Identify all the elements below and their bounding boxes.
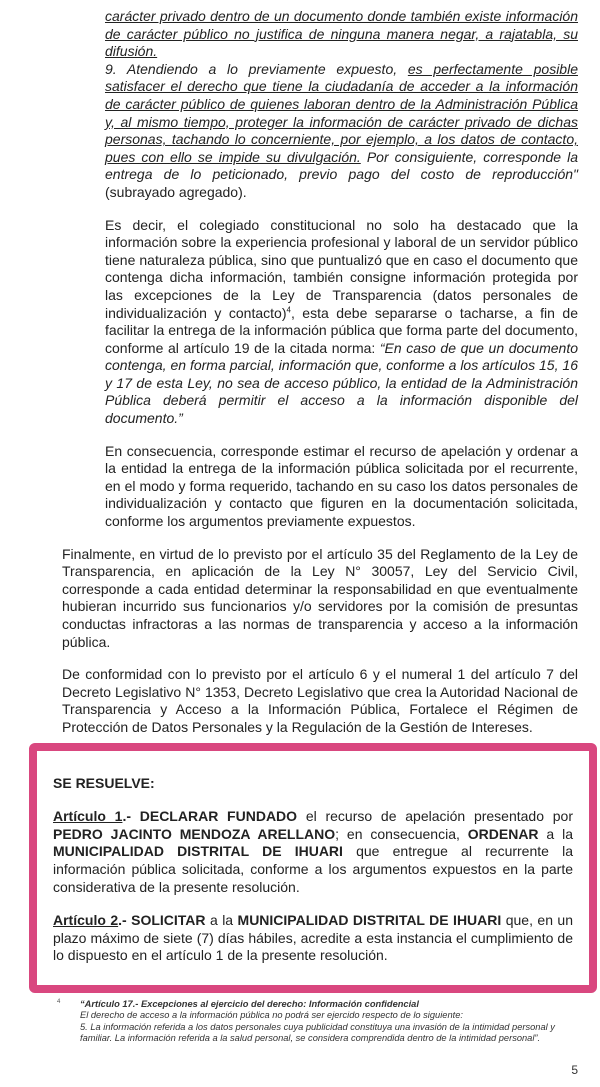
article-label: Artículo 1: [53, 808, 123, 825]
quote-text: 9. Atendiendo a lo previamente expuesto,: [105, 60, 408, 77]
page-number: 5: [571, 1062, 578, 1077]
verb: SOLICITAR: [131, 912, 206, 929]
paragraph-4: Finalmente, en virtud de lo previsto por el artículo 35 del Reglamento de la Ley de Transparencia, en aplicación de la Ley N° 30057, Ley del Servicio Civil, corresponde a cada entidad determinar la responsabilidad en que eventualmente hubieran incurrido sus funcionarios y/o servidores por la comisión de presuntas conductas infractoras a las normas de transparencia y acceso a la información pública.: [62, 545, 578, 650]
underlined-quote: es perfectamente posible satisfacer el derecho que tiene la ciudadanía de acceder a la información de carácter público de quienes laboran dentro de la Administración Pública y, al mismo tiempo, proteger la información de carácter privado de dichas personas, tachando lo concerniente, por ejemplo, a los datos de contacto, pues con ello se impide su divulgación.: [105, 60, 578, 165]
paragraph-5: De conformidad con lo previsto por el artículo 6 y el numeral 1 del artículo 7 del Decreto Legislativo N° 1353, Decreto Legislativo que crea la Autoridad Nacional de Transparencia y Acceso a la Información Pública, Fortalece el Régimen de Protección de Datos Personales y la Regulación de la Gestión de Intereses.: [62, 666, 578, 735]
article-1: [53, 808, 573, 896]
footnote-title: “Artículo 17.- Excepciones al ejercicio del derecho: Información confidencial: [80, 998, 419, 1009]
text: que entregue al recurrente la información pública solicitada, conforme a los argumentos expuestos en la parte considerativa de la presente resolución.: [53, 843, 573, 895]
text: , esta debe separarse o tacharse, a fin de facilitar la entrega de la información pública que forma parte del documento, conforme al artículo 19 de la citada norma:: [105, 304, 578, 356]
text: a la: [205, 912, 238, 929]
footnote: [80, 999, 585, 1045]
text: que, en un plazo máximo de siete (7) días hábiles, acredite a esta instancia el cumplimiento de lo dispuesto en el artículo 1 de la presente resolución.: [53, 912, 573, 964]
resolve-heading: SE RESUELVE:: [53, 774, 155, 791]
quoted-paragraph: [105, 8, 578, 202]
footnote-line: 5. La información referida a los datos personales cuya publicidad constituya una invasión de la intimidad personal y familiar. La información referida a la salud personal, se considera comprendida dentro de la intimidad personal”.: [80, 1021, 555, 1044]
article-label: Artículo 2: [53, 912, 119, 929]
quote-note: (subrayado agregado).: [105, 183, 247, 200]
verb: ORDENAR: [467, 825, 539, 842]
article-2: [53, 912, 573, 965]
highlight-box: [29, 743, 597, 993]
appellant-name: PEDRO JACINTO MENDOZA ARELLANO: [53, 825, 336, 842]
paragraph-3: En consecuencia, corresponde estimar el recurso de apelación y ordenar a la entidad la entrega de la información pública solicitada por el recurrente, en el modo y forma requerido, tachando en su caso los datos personales de individualización y contacto que figuren en la documentación solicitada, conforme los argumentos previamente expuestos.: [105, 442, 578, 530]
entity-name: MUNICIPALIDAD DISTRITAL DE IHUARI: [53, 843, 343, 860]
text: ; en consecuencia,: [335, 825, 468, 842]
text: a la: [538, 825, 573, 842]
text: el recurso de apelación presentado por: [297, 808, 573, 825]
footnote-mark: 4: [57, 998, 61, 1005]
footnote-line: El derecho de acceso a la información pública no podrá ser ejercido respecto de lo siguiente:: [80, 1010, 463, 1021]
entity-name: MUNICIPALIDAD DISTRITAL DE IHUARI: [237, 912, 502, 929]
quote-text: Por consiguiente, corresponde la entrega de lo peticionado, previo pago del costo de reproducción": [105, 148, 578, 183]
text: Es decir, el colegiado constitucional no solo ha destacado que la información sobre la experiencia profesional y laboral de un servidor público tiene naturaleza pública, sino que puntualizó que en caso el documento que contenga dicha información, también consigne información protegida por las excepciones de la Ley de Transparencia (datos personales de individualización y contacto): [105, 216, 578, 321]
sep: .-: [122, 808, 140, 825]
footnote-ref[interactable]: 4: [286, 304, 291, 314]
verb: DECLARAR FUNDADO: [139, 808, 298, 825]
quoted-law: “En caso de que un documento contenga, en forma parcial, información que, conforme a los artículos 15, 16 y 17 de esta Ley, no sea de acceso público, la entidad de la Administración Pública deberá permitir el acceso a la información disponible del documento.”: [105, 339, 578, 427]
underlined-quote: carácter privado dentro de un documento donde también existe información de carácter público no justifica de ninguna manera negar, a rajatabla, su difusión.: [105, 8, 578, 60]
sep: .-: [118, 912, 132, 929]
paragraph-2: [105, 217, 578, 428]
footnote-area: [57, 998, 585, 1045]
